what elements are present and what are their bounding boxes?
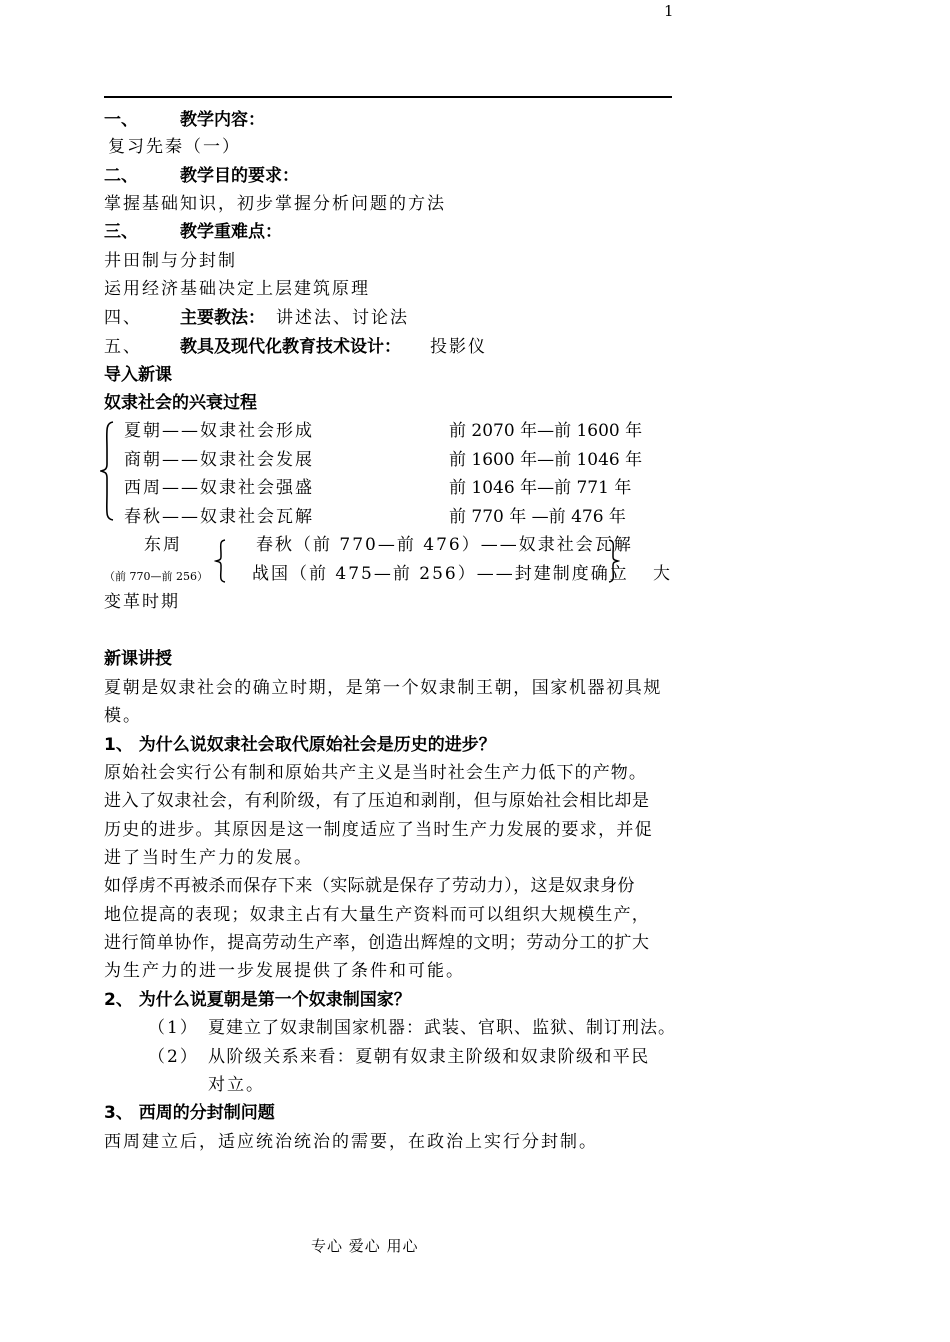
timeline-row-chunqiu: 春秋——奴隶社会瓦解 [124, 507, 314, 527]
lesson-paragraph-1b: 模。 [104, 706, 142, 726]
question-1-line-5: 如俘虏不再被杀而保存下来（实际就是保存了劳动力），这是奴隶身份 [104, 876, 635, 896]
dongzhou-left-brace [214, 538, 228, 584]
timeline-row-xizhou: 西周——奴隶社会强盛 [124, 478, 314, 498]
section-3-label: 教学重难点： [180, 222, 282, 242]
question-2-item-2a: 从阶级关系来看：夏朝有奴隶主阶级和奴隶阶级和平民 [208, 1047, 650, 1067]
question-1-line-4: 进了当时生产力的发展。 [104, 848, 313, 868]
question-1-line-8: 为生产力的进一步发展提供了条件和可能。 [104, 961, 465, 981]
question-2-item-2b: 对立。 [208, 1075, 265, 1095]
question-1-line-2: 进入了奴隶社会，有利阶级，有了压迫和剥削，但与原始社会相比却是 [104, 791, 650, 811]
section-2-body: 掌握基础知识，初步掌握分析问题的方法 [104, 194, 446, 214]
timeline-row-xia: 夏朝——奴隶社会形成 [124, 421, 314, 441]
section-1-label: 教学内容： [180, 110, 265, 130]
question-1-line-6: 地位提高的表现；奴隶主占有大量生产资料而可以组织大规模生产， [104, 905, 650, 925]
question-1-line-3: 历史的进步。其原因是这一制度适应了当时生产力发展的要求，并促 [104, 820, 653, 840]
intro-heading: 导入新课 [104, 365, 172, 385]
page-number: 1 [664, 2, 674, 20]
section-5-number: 五、 [104, 337, 142, 357]
dongzhou-right-brace [606, 538, 620, 584]
intro-subheading: 奴隶社会的兴衰过程 [104, 393, 257, 413]
question-1-line-7: 进行简单协作，提高劳动生产率，创造出辉煌的文明；劳动分工的扩大 [104, 933, 650, 953]
lesson-heading: 新课讲授 [104, 649, 172, 669]
section-3-body-2: 运用经济基础决定上层建筑原理 [104, 279, 370, 299]
section-1-number: 一、 [104, 110, 138, 130]
transition-label: 变革时期 [104, 592, 180, 612]
question-1: 1、 为什么说奴隶社会取代原始社会是历史的进步？ [104, 735, 496, 755]
timeline-brace [100, 420, 116, 522]
header-rule [104, 96, 672, 98]
question-2: 2、 为什么说夏朝是第一个奴隶制国家？ [104, 990, 411, 1010]
dongzhou-sub-zhanguo: 战国（前 475—前 256）——封建制度确立 [252, 564, 629, 584]
question-1-line-1: 原始社会实行公有制和原始共产主义是当时社会生产力低下的产物。 [104, 763, 647, 783]
page-footer: 专心 爱心 用心 [311, 1237, 419, 1255]
question-3: 3、 西周的分封制问题 [104, 1103, 275, 1123]
timeline-date-xia: 前 2070 年—前 1600 年 [449, 421, 643, 441]
section-3-body-1: 井田制与分封制 [104, 251, 237, 271]
section-4-number: 四、 [104, 308, 142, 328]
section-5-label: 教具及现代化教育技术设计： [180, 337, 401, 357]
section-5-body: 投影仪 [430, 337, 487, 357]
question-2-item-1: 夏建立了奴隶制国家机器：武装、官职、监狱、制订刑法。 [208, 1018, 676, 1038]
section-3-number: 三、 [104, 222, 138, 242]
section-2-number: 二、 [104, 166, 138, 186]
section-4-body: 讲述法、讨论法 [276, 308, 409, 328]
dongzhou-range: （前 770—前 256） [104, 570, 208, 583]
section-4-label: 主要教法： [180, 308, 265, 328]
question-2-item-2-number: （2） [148, 1047, 199, 1067]
timeline-date-shang: 前 1600 年—前 1046 年 [449, 450, 643, 470]
question-3-line-1: 西周建立后，适应统治统治的需要，在政治上实行分封制。 [104, 1132, 598, 1152]
section-2-label: 教学目的要求： [180, 166, 299, 186]
question-2-item-1-number: （1） [148, 1018, 199, 1038]
dongzhou-label: 东周 [144, 535, 182, 555]
timeline-date-chunqiu: 前 770 年 —前 476 年 [449, 507, 626, 527]
section-1-body: 复习先秦（一） [108, 137, 241, 157]
timeline-row-shang: 商朝——奴隶社会发展 [124, 450, 314, 470]
timeline-date-xizhou: 前 1046 年—前 771 年 [449, 478, 632, 498]
transition-char: 大 [653, 564, 672, 584]
dongzhou-sub-chunqiu: 春秋（前 770—前 476）——奴隶社会瓦解 [256, 535, 633, 555]
lesson-paragraph-1a: 夏朝是奴隶社会的确立时期，是第一个奴隶制王朝，国家机器初具规 [104, 678, 662, 698]
